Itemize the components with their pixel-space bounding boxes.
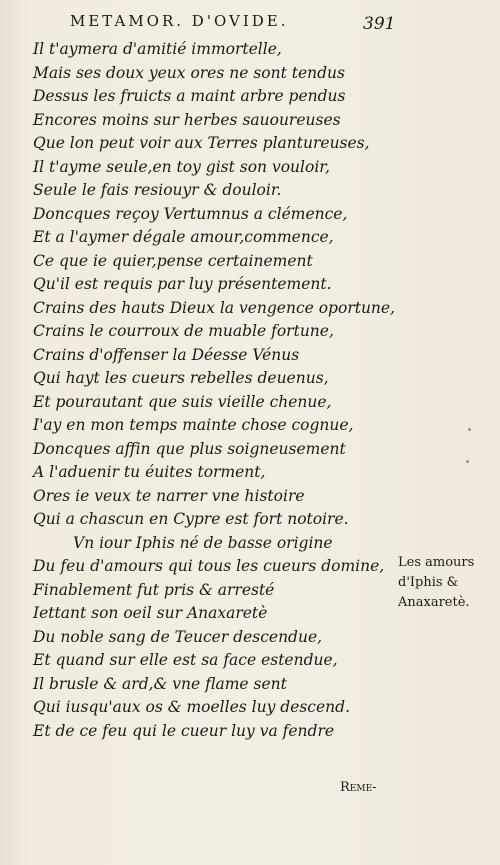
verse-line-indented: Vn iour Iphis né de basse origine [73,533,333,552]
verse-line: Crains d'offenser la Déesse Vénus [33,345,300,364]
verse-line: Qu'il est requis par luy présentement. [33,275,332,293]
marginal-note-line: Anaxaretè. [398,595,470,610]
verse-line: Qui hayt les cueurs rebelles deuenus, [33,369,329,387]
verse-line: Il t'aymera d'amitié immortelle, [33,40,282,58]
ink-speck [466,460,469,463]
marginal-note-line: d'Iphis & [398,575,459,590]
verse-line: Doncques reçoy Vertumnus a clémence, [33,204,348,223]
verse-line: Du feu d'amours qui tous les cueurs domine, [33,557,385,575]
verse-line: Et quand sur elle est sa face estendue, [33,651,338,669]
verse-line: Encores moins sur herbes sauoureuses [33,110,341,129]
marginal-note-line: Les amours [398,555,475,570]
ink-speck [468,428,471,431]
verse-line: A l'aduenir tu éuites torment, [33,463,266,481]
catchword: Reme- [340,780,377,795]
verse-line: Dessus les fruicts a maint arbre pendus [33,87,346,105]
running-head: METAMOR. D'OVIDE. [70,12,289,30]
verse-line: Et a l'aymer dégale amour,commence, [33,228,334,246]
verse-block [33,38,395,743]
verse-line: Doncques affin que plus soigneusement [33,439,346,458]
marginal-note [398,553,498,613]
verse-line: Il t'ayme seule,en toy gist son vouloir, [33,157,330,176]
verse-line: Crains le courroux de muable fortune, [33,322,334,340]
verse-line: Il brusle & ard,& vne flame sent [33,674,287,693]
page-number: 391 [363,14,396,34]
verse-line: I'ay en mon temps mainte chose cognue, [33,416,354,434]
verse-line: Iettant son oeil sur Anaxaretè [33,604,268,622]
verse-line: Qui iusqu'aux os & moelles luy descend. [33,698,350,716]
verse-line: Crains des hauts Dieux la vengence oportune, [33,298,396,317]
verse-line: Mais ses doux yeux ores ne sont tendus [33,63,345,82]
verse-line: Qui a chascun en Cypre est fort notoire. [33,510,349,528]
verse-line: Et de ce feu qui le cueur luy va fendre [33,721,335,740]
verse-line: Du noble sang de Teucer descendue, [33,627,323,646]
verse-line: Ores ie veux te narrer vne histoire [33,486,305,505]
verse-line: Que lon peut voir aux Terres plantureuses, [33,134,370,152]
verse-line: Seule le fais resiouyr & douloir. [33,181,282,199]
verse-line: Ce que ie quier,pense certainement [33,251,313,270]
verse-line: Finablement fut pris & arresté [33,580,275,599]
verse-line: Et pourautant que suis vieille chenue, [33,392,332,411]
